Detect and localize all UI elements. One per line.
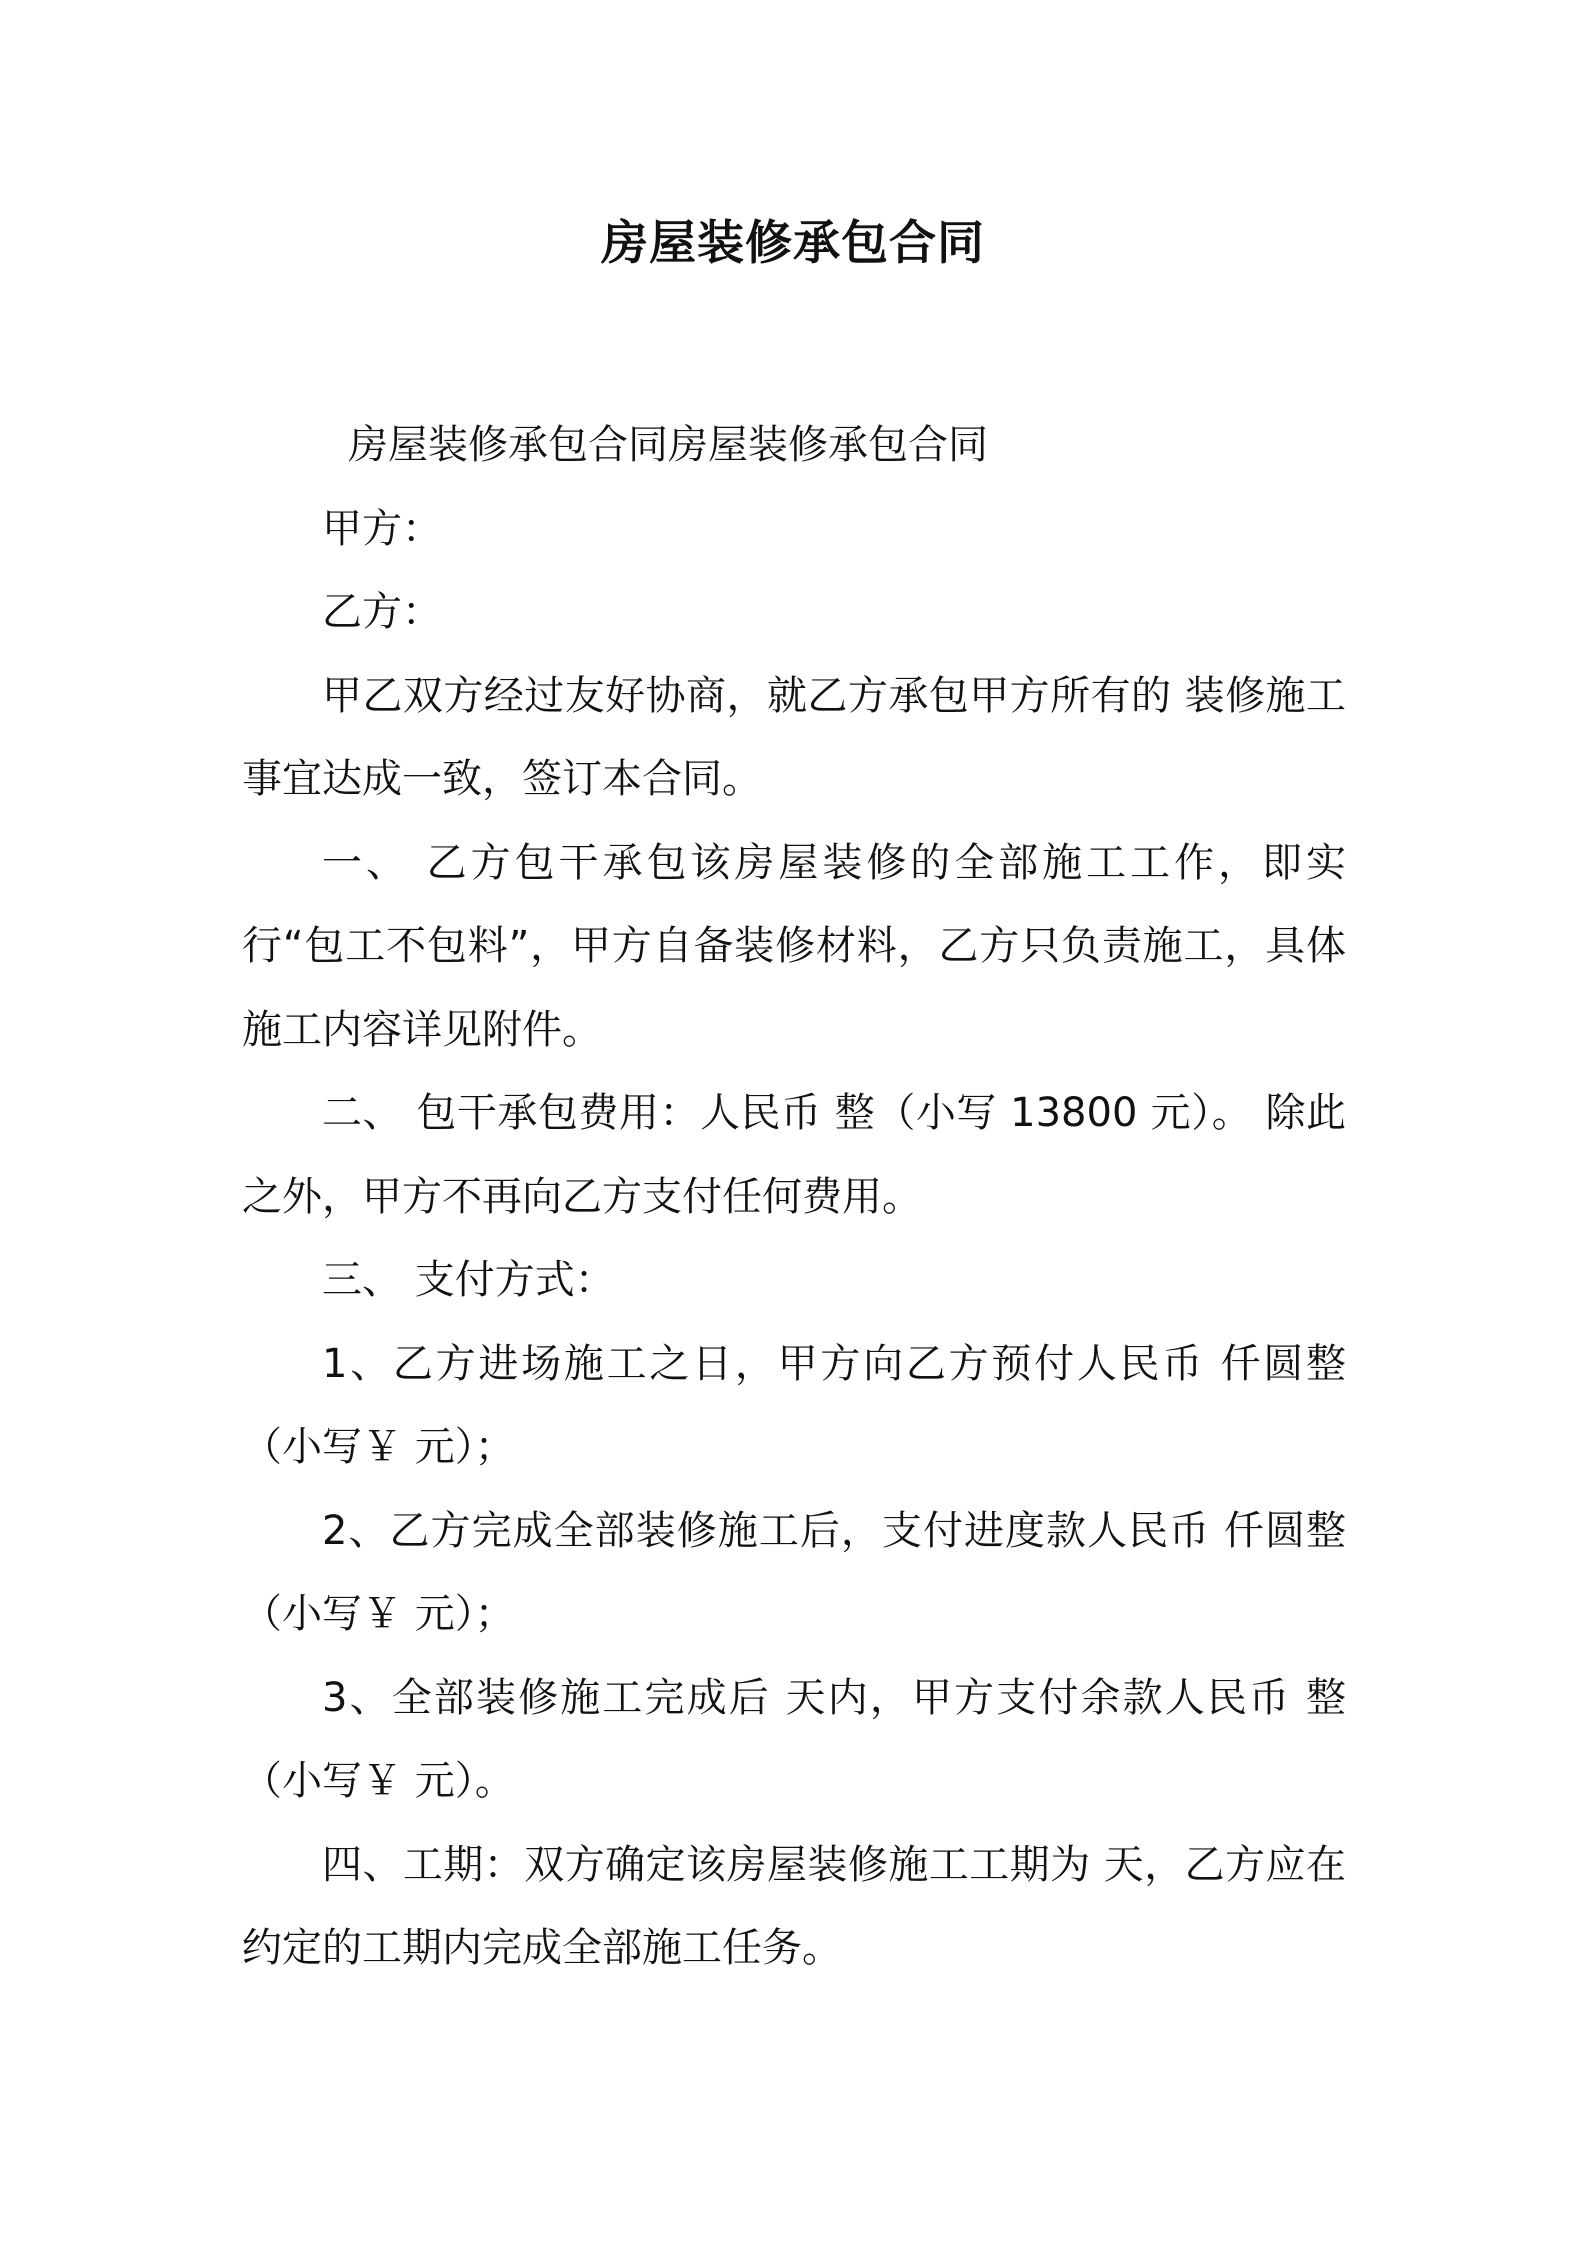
clause-1: 一、 乙方包干承包该房屋装修的全部施工工作，即实行“包工不包料”，甲方自备装修材料，乙方只负责施工，具体施工内容详见附件。 [242, 839, 1346, 1053]
payment-item-2: 2、乙方完成全部装修施工后，支付进度款人民币 仟圆整（小写￥ 元）； [242, 1507, 1346, 1637]
clause-2: 二、 包干承包费用：人民币 整（小写 13800 元）。 除此之外，甲方不再向乙方支付任何费用。 [242, 1090, 1346, 1220]
payment-item-3: 3、全部装修施工完成后 天内，甲方支付余款人民币 整（小写￥ 元）。 [242, 1674, 1346, 1804]
party-a-label: 甲方： [322, 505, 442, 552]
clause-4: 四、工期：双方确定该房屋装修施工工期为 天，乙方应在约定的工期内完成全部施工任务。 [242, 1841, 1346, 1971]
document-body [242, 404, 1346, 1991]
intro-paragraph: 甲乙双方经过友好协商，就乙方承包甲方所有的 装修施工事宜达成一致，签订本合同。 [242, 672, 1346, 802]
party-b-label: 乙方： [322, 589, 442, 635]
document-subtitle: 房屋装修承包合同房屋装修承包合同 [348, 422, 988, 468]
clause-3: 三、 支付方式： [322, 1257, 615, 1303]
document-title: 房屋装修承包合同 [601, 216, 985, 271]
payment-item-1: 1、乙方进场施工之日，甲方向乙方预付人民币 仟圆整（小写￥ 元）； [242, 1340, 1346, 1470]
